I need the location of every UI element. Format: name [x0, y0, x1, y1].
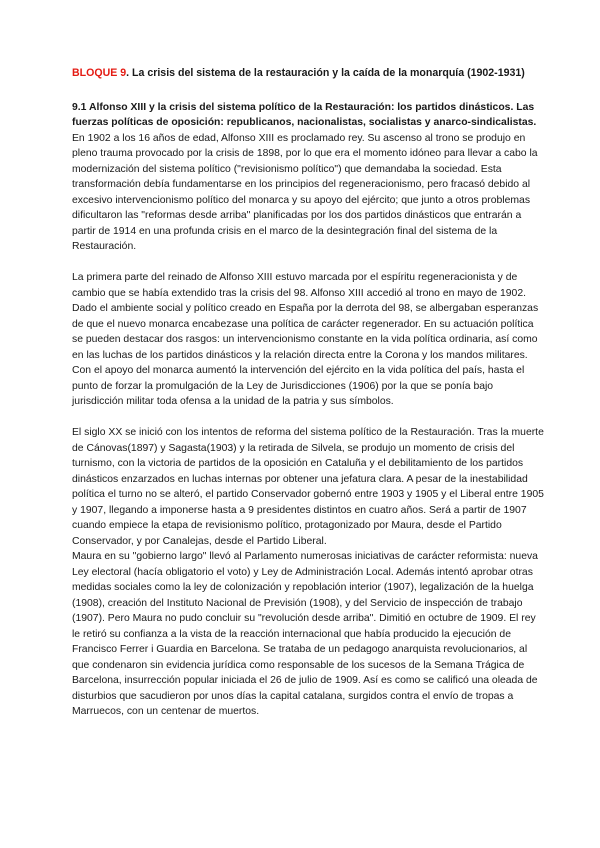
document-page — [72, 66, 544, 735]
block-title-number: BLOQUE 9 — [72, 67, 127, 79]
section-heading: 9.1 Alfonso XIII y la crisis del sistema político de la Restauración: los partidos dinásticos. Las fuerzas políticas de oposición: republicanos, nacionalistas, socialistas y anarco-sindicalistas. — [72, 101, 537, 128]
paragraph-1: En 1902 a los 16 años de edad, Alfonso XIII es proclamado rey. Su ascenso al trono se produjo en pleno trauma provocado por la crisis de 1898, por lo que era el momento idóneo para llevar a cabo la modernización del sistema político ("revisionismo político") que demandaba la sociedad. Esta transformación debía fundamentarse en los principios del regeneracionismo, pero fracasó debido al excesivo intervencionismo político del monarca y su apoyo del ejército; que junto a otros problemas dificultaron las "reformas desde arriba" planificadas por los dos partidos dinásticos que entrarán a partir de 1914 en una profunda crisis en el marco de la desintegración final del sistema de la Restauración. — [72, 132, 538, 252]
block-title-text: . La crisis del sistema de la restauración y la caída de la monarquía (1902-1931) — [126, 67, 525, 79]
block-title — [72, 66, 544, 82]
section-1 — [72, 100, 544, 131]
paragraph-3: El siglo XX se inició con los intentos de reforma del sistema político de la Restauración. Tras la muerte de Cánovas(1897) y Sagasta(1903) y la retirada de Silvela, se produjo un momento de crisis del turnismo, con la victoria de partidos de la oposición en Cataluña y el debilitamiento de los partidos dinásticos enzarzados en luchas internas por obtener una jefatura clara. A pesar de la inestabilidad política el turno no se alteró, el partido Conservador gobernó entre 1903 y 1905 y el Liberal entre 1905 y 1907, llegando a imponerse hasta a 9 presidentes distintos en cuatro años. Será a partir de 1907 cuando empiece la etapa de revisionismo político, protagonizado por Maura, desde el Partido Conservador, y por Canalejas, desde el Partido Liberal. — [72, 427, 544, 547]
paragraph-4: Maura en su "gobierno largo" llevó al Parlamento numerosas iniciativas de carácter reformista: nueva Ley electoral (hacía obligatorio el voto) y Ley de Administración Local. Además intentó aprobar otras medidas sociales como la ley de colonización y repoblación interior (1907), legalización de la huelga (1908), creación del Instituto Nacional de Previsión (1908), y del Servicio de inspección de trabajo (1907). Pero Maura no pudo concluir su "revolución desde arriba". Dimitió en octubre de 1909. El rey le retiró su confianza a la vista de la reacción internacional que había producido la ejecución de Francisco Ferrer i Guardia en Barcelona. Se trataba de un pedagogo anarquista revolucionarios, al que condenaron sin evidencia jurídica como responsable de los sucesos de la Semana Trágica de Barcelona, insurrección popular iniciada el 26 de julio de 1909. Así es como se calificó una oleada de disturbios que sacudieron por unos días la capital catalana, surgidos contra el envío de tropas a Marruecos, con un centenar de muertos. — [72, 551, 538, 717]
paragraph-2: La primera parte del reinado de Alfonso XIII estuvo marcada por el espíritu regeneracionista y de cambio que se había extendido tras la crisis del 98. Alfonso XIII accedió al trono en mayo de 1902. Dado el ambiente social y político creado en España por la derrota del 98, se albergaban esperanzas de que el nuevo monarca encabezase una política de carácter regenerador. En su actuación política se pueden destacar dos rasgos: un intervencionismo constante en la vida política ordinaria, así como en las luchas de los partidos dinásticos y la relación directa entre la Corona y los mandos militares. Con el apoyo del monarca aumentó la intervención del ejército en la vida política del país, hasta el punto de forzar la promulgación de la Ley de Jurisdicciones (1906) por la que se ponía bajo jurisdicción militar toda ofensa a la unidad de la patria y sus símbolos. — [72, 272, 539, 407]
